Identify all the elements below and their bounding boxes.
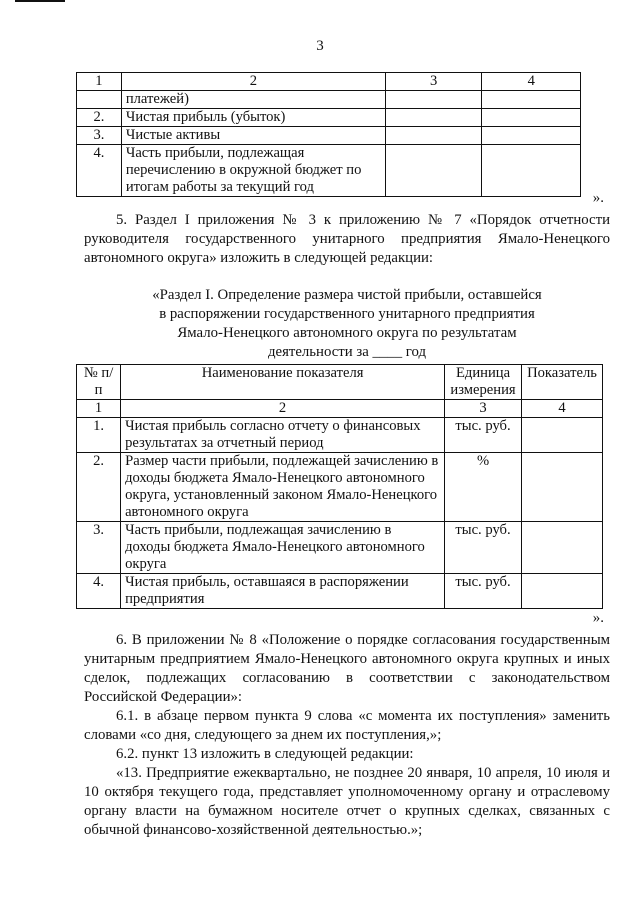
cell-empty	[482, 127, 581, 145]
paragraph-6-2: 6.2. пункт 13 изложить в следующей редакции:	[116, 746, 414, 762]
row-unit: %	[445, 453, 522, 522]
cell-empty	[521, 418, 602, 453]
closing-quote: ».	[592, 190, 604, 206]
row-number: 4.	[77, 145, 122, 197]
closing-quote: ».	[592, 610, 604, 626]
section-title-line: Ямало-Ненецкого автономного округа по результатам	[177, 325, 517, 341]
cell-empty	[385, 91, 482, 109]
cell-empty	[385, 127, 482, 145]
row-unit: тыс. руб.	[445, 418, 522, 453]
header-num: № п/п	[77, 365, 121, 400]
cell-empty	[521, 522, 602, 574]
header-name: Наименование показателя	[121, 365, 445, 400]
column-number: 1	[77, 400, 121, 418]
table-row	[77, 145, 581, 197]
row-number: 2.	[77, 453, 121, 522]
row-name: платежей)	[121, 91, 385, 109]
cell-empty	[385, 145, 482, 197]
table-row	[77, 91, 581, 109]
table-header-cell: 4	[482, 73, 581, 91]
row-number: 4.	[77, 574, 121, 609]
header-value: Показатель	[521, 365, 602, 400]
row-name: Размер части прибыли, подлежащей зачислению в доходы бюджета Ямало-Ненецкого автономного округа, установленный законом Ямало-Ненецкого автономного округа	[121, 453, 445, 522]
row-unit: тыс. руб.	[445, 522, 522, 574]
column-number: 2	[121, 400, 445, 418]
row-number: 3.	[77, 522, 121, 574]
table-row	[77, 574, 603, 609]
table-header-row	[77, 365, 603, 400]
table-row	[77, 522, 603, 574]
table-header-cell: 2	[121, 73, 385, 91]
page-number: 3	[316, 38, 324, 54]
column-number: 4	[521, 400, 602, 418]
table-row	[77, 127, 581, 145]
table-row	[77, 453, 603, 522]
table-header-cell: 1	[77, 73, 122, 91]
cell-empty	[482, 91, 581, 109]
profit-table	[76, 364, 603, 609]
row-number: 2.	[77, 109, 122, 127]
row-name: Часть прибыли, подлежащая зачислению в доходы бюджета Ямало-Ненецкого автономного округа	[121, 522, 445, 574]
row-name: Чистые активы	[121, 127, 385, 145]
table-row	[77, 109, 581, 127]
header-unit: Единица измерения	[445, 365, 522, 400]
row-number	[77, 91, 122, 109]
section-title-line: в распоряжении государственного унитарного предприятия	[159, 306, 535, 322]
header-rule	[15, 0, 65, 2]
paragraph-6: 6. В приложении № 8 «Положение о порядке согласования государственным унитарным предприятием Ямало-Ненецкого автономного округа крупных и иных сделок, подлежащих согласованию в соответствии с законодательством Российской Федерации»:	[84, 632, 610, 705]
row-number: 1.	[77, 418, 121, 453]
paragraph-5: 5. Раздел I приложения № 3 к приложению № 7 «Порядок отчетности руководителя государственного унитарного предприятия Ямало-Ненецкого автономного округа» изложить в следующей редакции:	[84, 212, 610, 266]
paragraph-6-1: 6.1. в абзаце первом пункта 9 слова «с момента их поступления» заменить словами «со дня, следующего за днем их поступления,»;	[84, 708, 610, 743]
cell-empty	[521, 574, 602, 609]
table-row	[77, 418, 603, 453]
table-number-row	[77, 400, 603, 418]
table-header-cell: 3	[385, 73, 482, 91]
cell-empty	[521, 453, 602, 522]
row-unit: тыс. руб.	[445, 574, 522, 609]
row-number: 3.	[77, 127, 122, 145]
column-number: 3	[445, 400, 522, 418]
row-name: Часть прибыли, подлежащая перечислению в окружной бюджет по итогам работы за текущий год	[121, 145, 385, 197]
table-header-row	[77, 73, 581, 91]
cell-empty	[482, 145, 581, 197]
row-name: Чистая прибыль согласно отчету о финансовых результатах за отчетный период	[121, 418, 445, 453]
paragraph-13: «13. Предприятие ежеквартально, не позднее 20 января, 10 апреля, 10 июля и 10 октября текущего года, представляет уполномоченному органу и отраслевому органу власти на бумажном носителе отчет о крупных сделках, связанных с обычной финансово-хозяйственной деятельностью.»;	[84, 765, 610, 838]
cell-empty	[482, 109, 581, 127]
section-title-line: деятельности за ____ год	[267, 344, 426, 360]
row-name: Чистая прибыль (убыток)	[121, 109, 385, 127]
section-title-line: «Раздел I. Определение размера чистой прибыли, оставшейся	[152, 287, 542, 303]
table-continued	[76, 72, 581, 197]
cell-empty	[385, 109, 482, 127]
row-name: Чистая прибыль, оставшаяся в распоряжении предприятия	[121, 574, 445, 609]
